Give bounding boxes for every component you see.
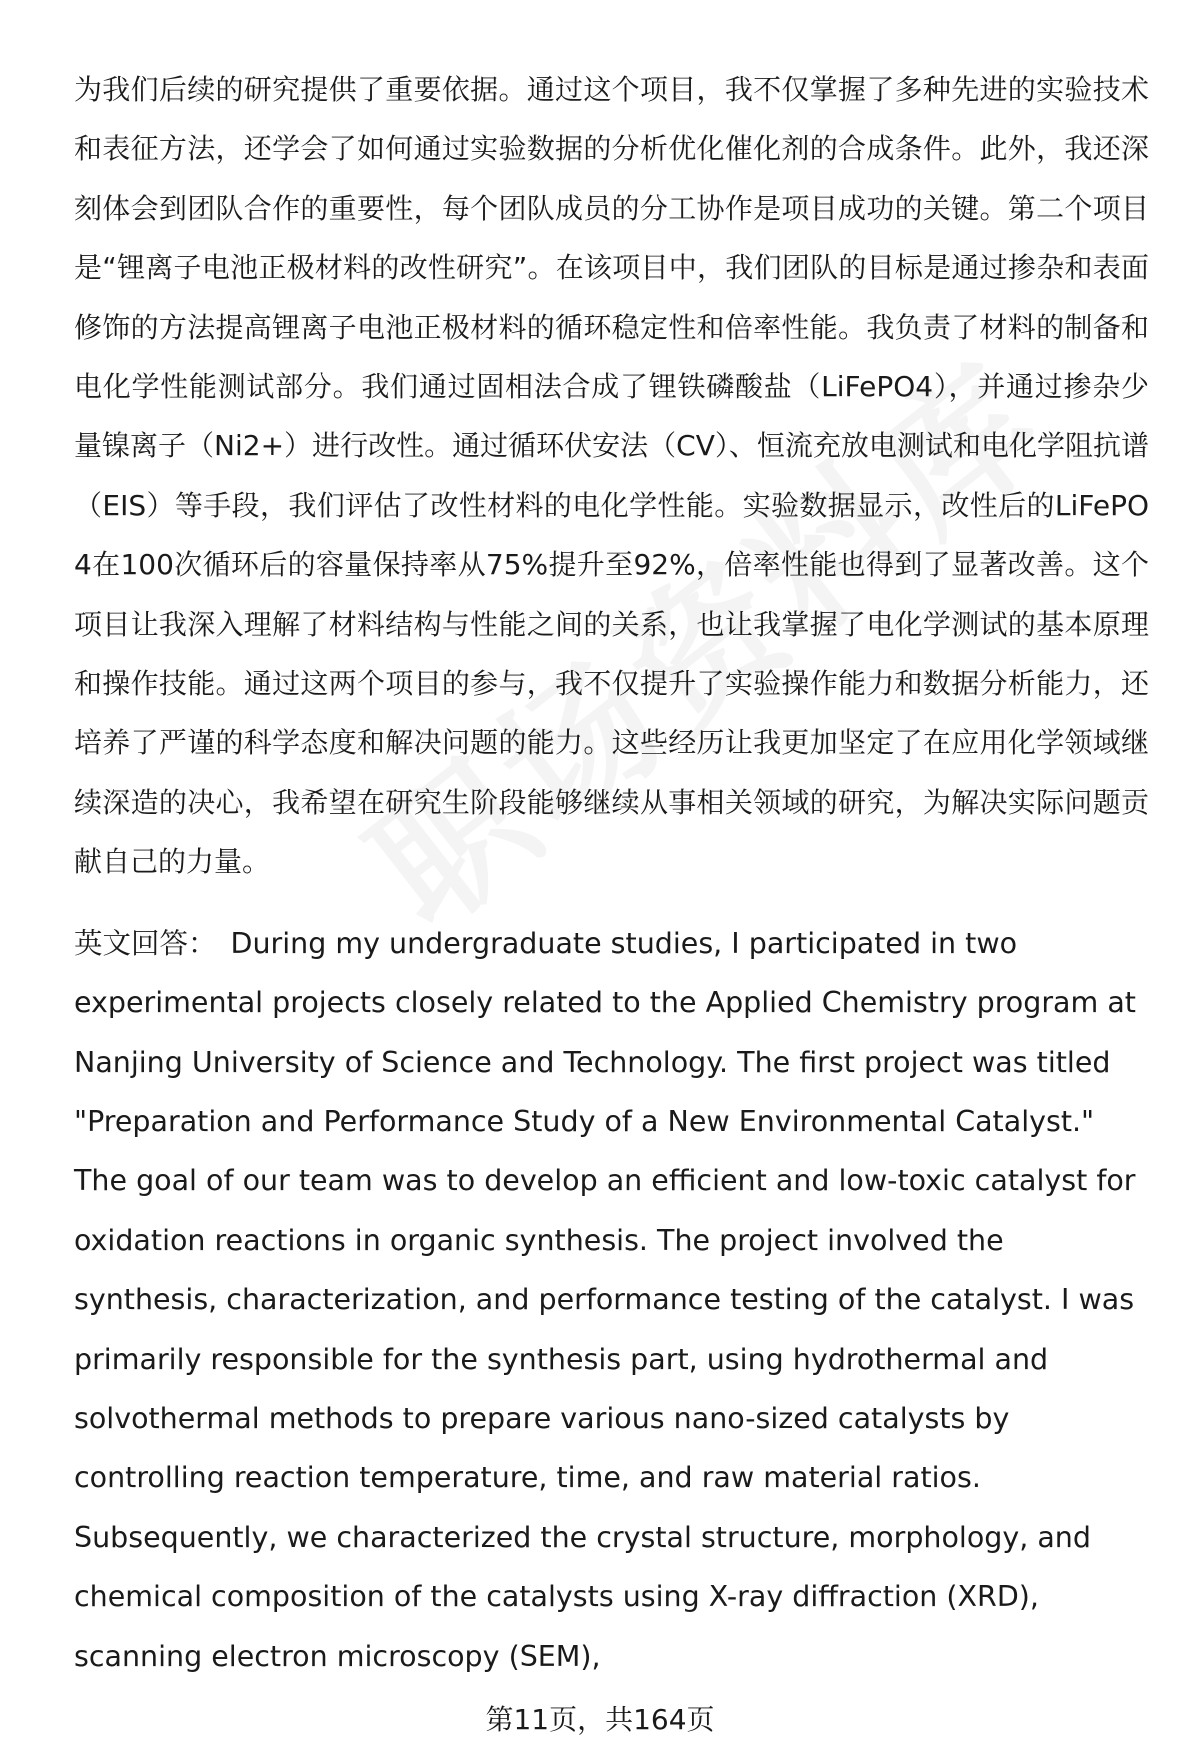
document-body	[74, 60, 1149, 1686]
paragraph-english	[74, 914, 1149, 1686]
answer-label: 英文回答：	[74, 926, 217, 960]
page-number-footer: 第11页，共164页	[485, 1703, 715, 1736]
paragraph-english-text: During my undergraduate studies, I participated in two experimental projects closely related to the Applied Chemistry program at Nanjing University of Science and Technology. The first project was titled "Preparation and Performance Study of a New Environmental Catalyst." The goal of our team was to develop an efficient and low-toxic catalyst for oxidation reactions in organic synthesis. The project involved the synthesis, characterization, and performance testing of the catalyst. I was primarily responsible for the synthesis part, using hydrothermal and solvothermal methods to prepare various nano-sized catalysts by controlling reaction temperature, time, and raw material ratios. Subsequently, we characterized the crystal structure, morphology, and chemical composition of the catalysts using X-ray diffraction (XRD), scanning electron microscopy (SEM),	[74, 926, 1136, 1673]
paragraph-chinese: 为我们后续的研究提供了重要依据。通过这个项目，我不仅掌握了多种先进的实验技术和表征方法，还学会了如何通过实验数据的分析优化催化剂的合成条件。此外，我还深刻体会到团队合作的重要性，每个团队成员的分工协作是项目成功的关键。第二个项目是“锂离子电池正极材料的改性研究”。在该项目中，我们团队的目标是通过掺杂和表面修饰的方法提高锂离子电池正极材料的循环稳定性和倍率性能。我负责了材料的制备和电化学性能测试部分。我们通过固相法合成了锂铁磷酸盐（LiFePO4），并通过掺杂少量镍离子（Ni2+）进行改性。通过循环伏安法（CV）、恒流充放电测试和电化学阻抗谱（EIS）等手段，我们评估了改性材料的电化学性能。实验数据显示，改性后的LiFePO4在100次循环后的容量保持率从75%提升至92%，倍率性能也得到了显著改善。这个项目让我深入理解了材料结构与性能之间的关系，也让我掌握了电化学测试的基本原理和操作技能。通过这两个项目的参与，我不仅提升了实验操作能力和数据分析能力，还培养了严谨的科学态度和解决问题的能力。这些经历让我更加坚定了在应用化学领域继续深造的决心，我希望在研究生阶段能够继续从事相关领域的研究，为解决实际问题贡献自己的力量。	[74, 73, 1149, 879]
